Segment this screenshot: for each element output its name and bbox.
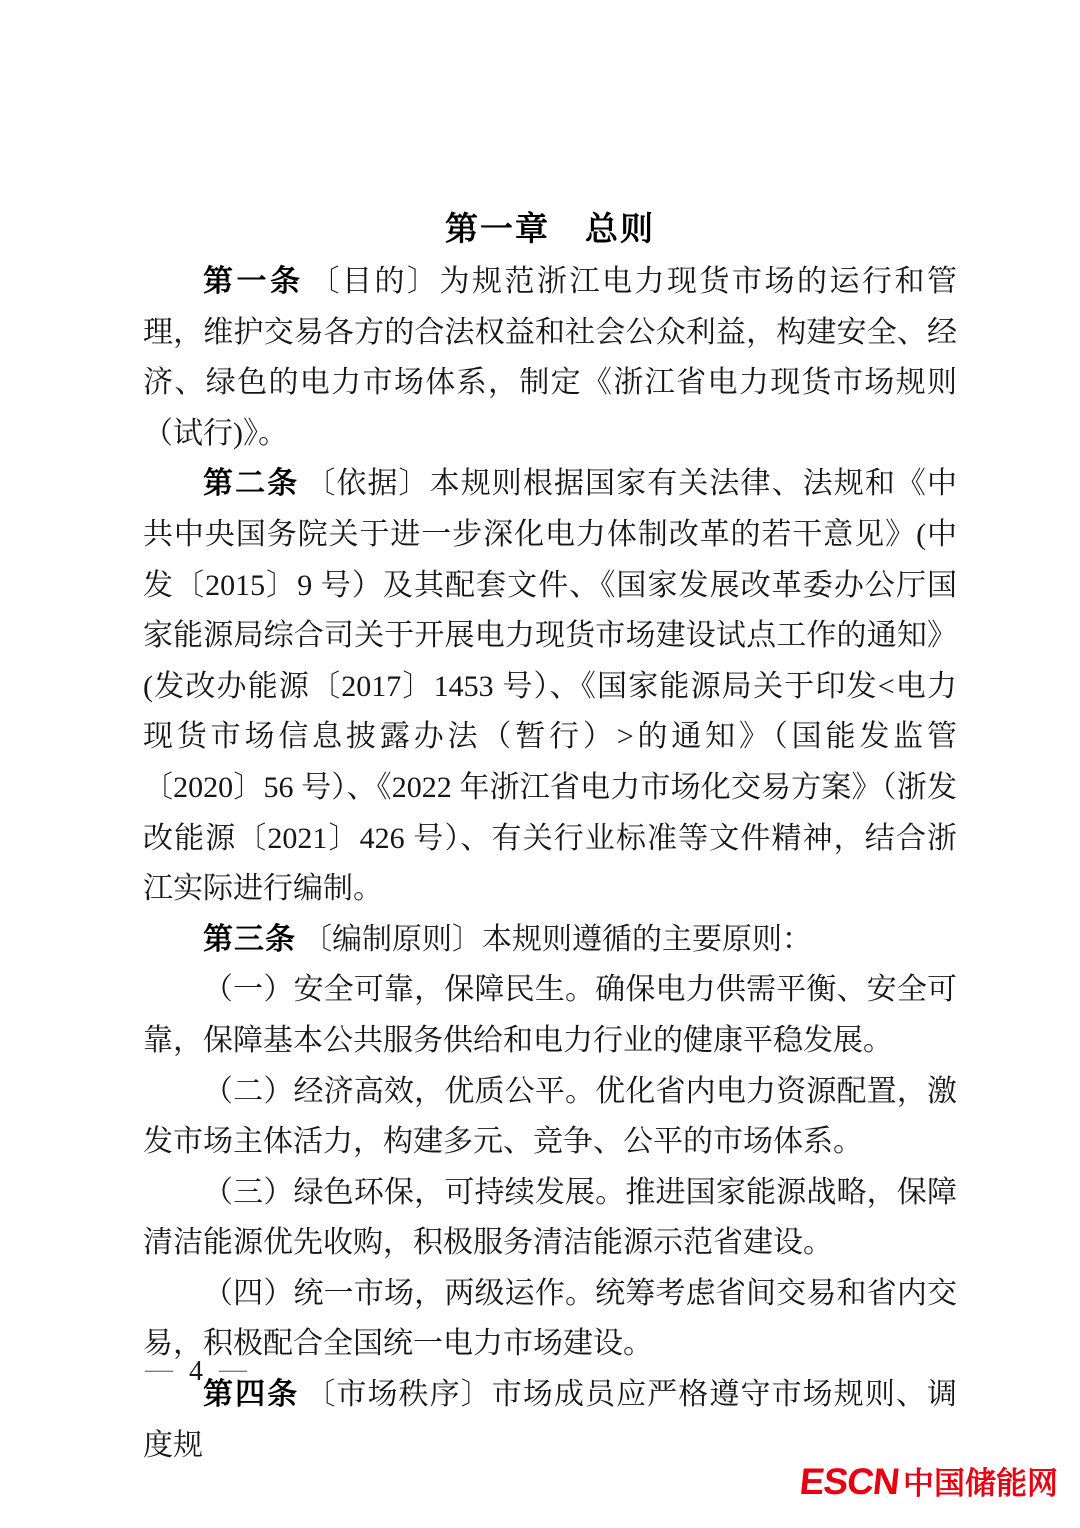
chapter-title: 第一章 总则 [445, 210, 655, 247]
paragraph-text: 〔市场秩序〕市场成员应严格遵守市场规则、调度规 [143, 1378, 958, 1462]
escn-logo-abbr: ESCN [798, 1461, 902, 1502]
article-number-label: 第三条 [203, 922, 296, 956]
paragraph-article-2 [143, 459, 957, 914]
paragraph-text: （三）绿色环保，可持续发展。推进国家能源战略，保障清洁能源优先收购，积极服务清洁能源示范省建设。 [143, 1175, 957, 1260]
escn-watermark-logo [800, 1463, 1058, 1500]
page-number [145, 1356, 249, 1388]
paragraph-article-4 [143, 1370, 957, 1471]
paragraph-article-1 [143, 257, 957, 459]
article-number-label: 第二条 [203, 467, 300, 501]
paragraph-item-2 [143, 1067, 957, 1168]
paragraph-text: 〔依据〕本规则根据国家有关法律、法规和《中共中央国务院关于进一步深化电力体制改革的若干意见》(中发〔2015〕9 号）及其配套文件、《国家发展改革委办公厅国家能源局综合司关于开展电力现货市场建设试点工作的通知》(发改办能源〔2017〕1453 号）、《国家能源局关于印发<电力现货市场信息披露办法（暂行）>的通知》（国能发监管〔2020〕56 号）、《2022 年浙江省电力市场化交易方案》（浙发改能源〔2021〕426 号）、有关行业标准等文件精神，结合浙江实际进行编制。 [143, 467, 958, 906]
paragraph-article-3 [143, 915, 957, 966]
page-number-dash-left: — [145, 1354, 175, 1385]
page-number-value: 4 [189, 1356, 205, 1387]
article-number-label: 第一条 [203, 265, 304, 298]
article-number-label: 第四条 [203, 1378, 300, 1412]
document-body [143, 257, 957, 1471]
paragraph-text: 〔编制原则〕本规则遵循的主要原则： [302, 922, 812, 956]
paragraph-text: 〔目的〕为规范浙江电力现货市场的运行和管理，维护交易各方的合法权益和社会公众利益，构建安全、经济、绿色的电力市场体系，制定《浙江省电力现货市场规则（试行)》。 [143, 265, 957, 450]
paragraph-text: （二）经济高效，优质公平。优化省内电力资源配置，激发市场主体活力，构建多元、竞争、公平的市场体系。 [143, 1074, 957, 1159]
paragraph-item-1 [143, 965, 957, 1066]
paragraph-text: （四）统一市场，两级运作。统筹考虑省间交易和省内交易，积极配合全国统一电力市场建设。 [143, 1276, 957, 1361]
escn-logo-site-name: 中国储能网 [903, 1466, 1058, 1501]
page-number-dash-right: — [219, 1354, 249, 1385]
paragraph-text: （一）安全可靠，保障民生。确保电力供需平衡、安全可靠，保障基本公共服务供给和电力行业的健康平稳发展。 [143, 973, 957, 1057]
paragraph-item-3 [143, 1168, 957, 1269]
paragraph-item-4 [143, 1269, 957, 1370]
